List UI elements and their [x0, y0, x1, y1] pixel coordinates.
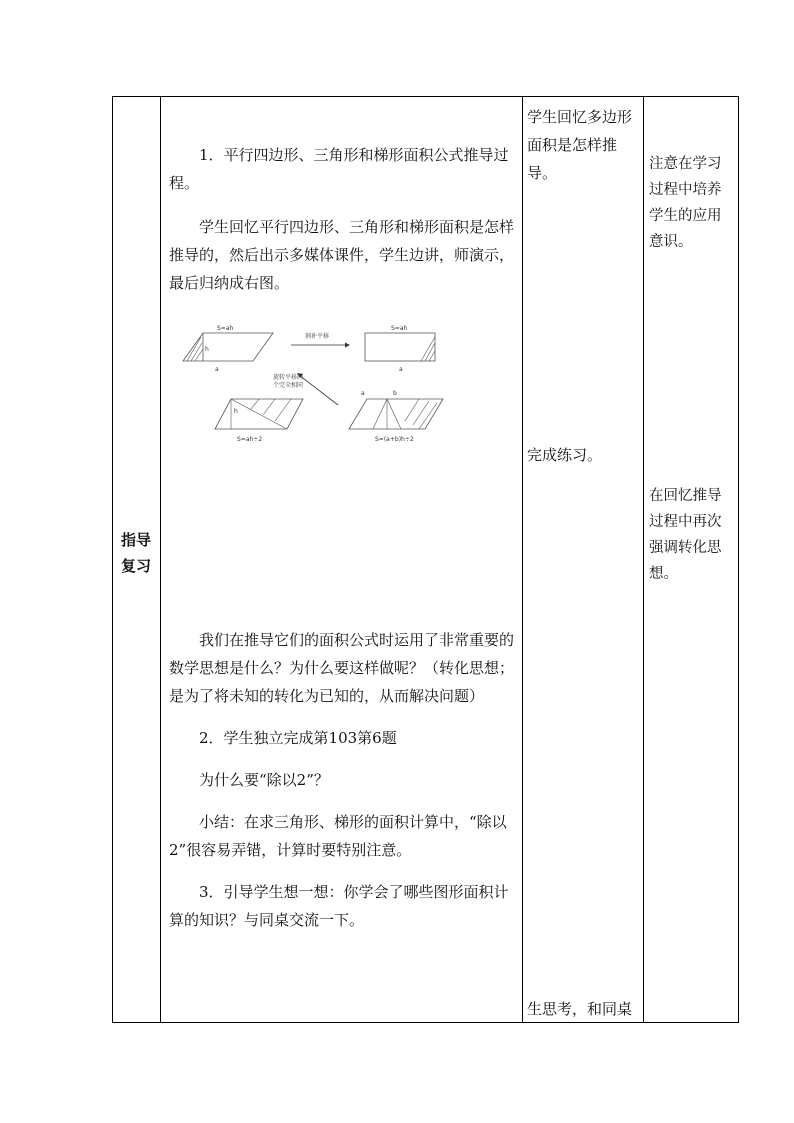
- area-derivation-diagram: [173, 321, 473, 453]
- paragraph-3: 我们在推导它们的面积公式时运用了非常重要的数学思想是什么？为什么要这样做呢？（转化思想；是为了将未知的转化为已知的，从而解决问题）: [169, 631, 515, 705]
- rotate-label-1: 旋转平移两: [273, 374, 304, 381]
- parallelogram-shape: [183, 333, 273, 361]
- paragraph-6: 小结：在求三角形、梯形的面积计算中，“除以2”很容易弄错，计算时要特别注意。: [169, 813, 507, 859]
- student-text-3: 生思考，和同桌: [527, 1000, 633, 1018]
- hatch-line: [251, 399, 259, 409]
- arrow-head: [345, 343, 350, 348]
- bottom-base-label: b: [393, 390, 397, 397]
- formula-triangle: S=ah÷2: [237, 436, 263, 443]
- rectangle-shape: [365, 333, 435, 361]
- diagonal-line: [231, 399, 287, 429]
- hatch-line: [195, 349, 203, 361]
- design-note-1: [649, 151, 735, 255]
- height-label: h: [205, 346, 209, 353]
- main-content: [169, 141, 515, 297]
- main-content-lower: [169, 626, 515, 934]
- top-base-label: a: [361, 390, 365, 397]
- formula-rectangle: S=ah: [391, 325, 408, 332]
- student-activity-1: [527, 103, 639, 187]
- column-divider: [643, 97, 644, 1022]
- paragraph-5: 为什么要“除以2”？: [199, 771, 329, 789]
- paragraph-7: 3．引导学生想一想：你学会了哪些图形面积计算的知识？与同桌交流一下。: [169, 883, 509, 929]
- note-text-2: 在回忆推导过程中再次强调转化思想。: [649, 488, 722, 582]
- design-note-2: [649, 483, 735, 587]
- section-label: 指导复习: [121, 531, 152, 575]
- rotate-label-2: 个完全相同: [273, 382, 304, 389]
- height-label: h: [234, 408, 238, 415]
- base-label: a: [399, 366, 403, 373]
- paragraph-4: 2．学生独立完成第103第6题: [199, 729, 397, 747]
- arrow-label: 割补平移: [305, 333, 330, 340]
- paragraph-1: 1．平行四边形、三角形和梯形面积公式推导过程。: [169, 146, 509, 192]
- hatch-line: [421, 337, 435, 361]
- hatch-line: [263, 399, 275, 415]
- student-text-1: 学生回忆多边形面积是怎样推导。: [527, 108, 633, 182]
- student-activity-3: [527, 995, 639, 1023]
- column-divider: [160, 97, 161, 1022]
- formula-trapezoid: S=(a+b)h÷2: [375, 436, 414, 443]
- hatch-line: [405, 399, 419, 421]
- hatch-line: [187, 337, 201, 361]
- hatch-line: [275, 399, 291, 421]
- paragraph-2: 学生回忆平行四边形、三角形和梯形面积是怎样推导的，然后出示多媒体课件，学生边讲，师演示，最后归纳成右图。: [169, 218, 515, 292]
- trapezoid-pair-shape: [349, 399, 443, 429]
- note-text-1: 注意在学习过程中培养学生的应用意识。: [649, 156, 722, 250]
- student-text-2: 完成练习。: [527, 446, 603, 464]
- base-label: a: [215, 366, 219, 373]
- arrow-diagonal: [299, 375, 338, 405]
- lesson-table: [112, 96, 739, 1023]
- formula-parallelogram: S=ah: [217, 325, 234, 332]
- column-divider: [522, 97, 523, 1022]
- student-activity-2: [527, 441, 639, 469]
- hatch-line: [419, 403, 437, 429]
